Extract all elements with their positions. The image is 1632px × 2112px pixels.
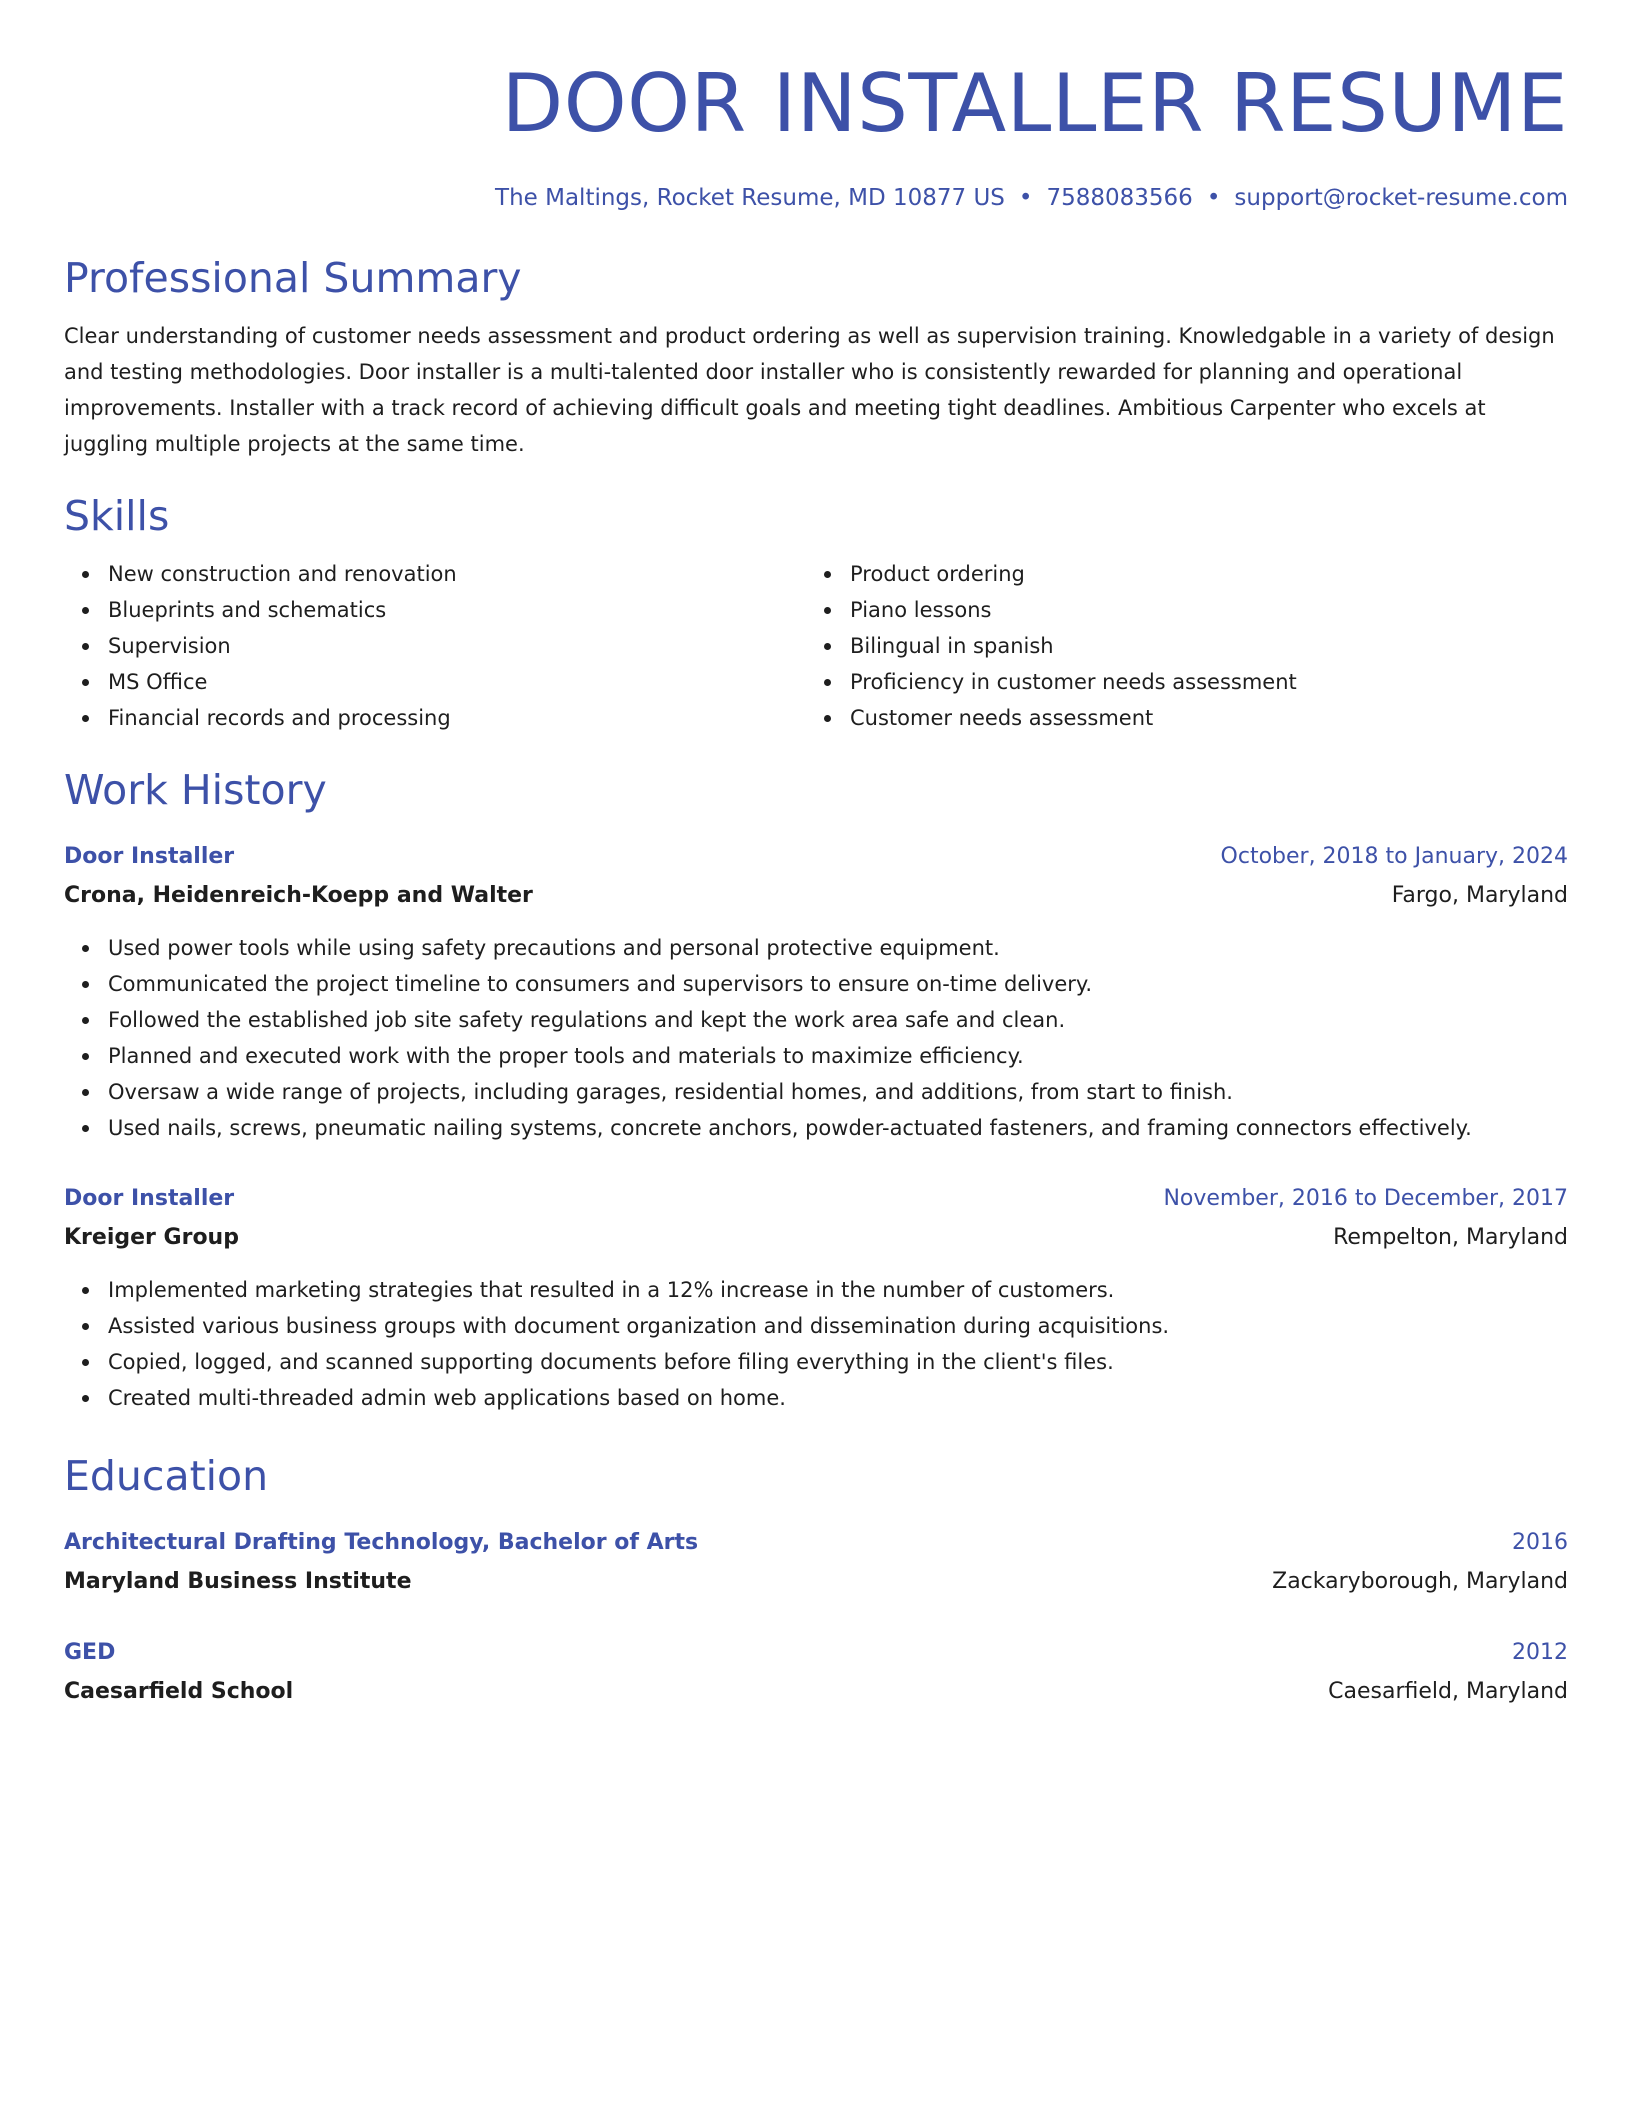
education-school: Maryland Business Institute (64, 1569, 412, 1594)
job-company: Crona, Heidenreich-Koepp and Walter (64, 883, 533, 908)
job-title-row (64, 838, 1568, 876)
contact-phone: 7588083566 (1046, 185, 1193, 211)
job-bullet: Used nails, screws, pneumatic nailing systems, concrete anchors, powder-actuated fasteners, and framing connectors effectively. (108, 1110, 1568, 1146)
skills-column-left (64, 556, 806, 736)
summary-text: Clear understanding of customer needs assessment and product ordering as well as supervision training. Knowledgable in a variety of design and testing methodologies. Door installer is a multi-talented door installer who is consistently rewarded for planning and operational improvements. Installer with a track record of achieving difficult goals and meeting tight deadlines. Ambitious Carpenter who excels at juggling multiple projects at the same time. (64, 324, 1555, 456)
resume-title: DOOR INSTALLER RESUME (501, 57, 1568, 150)
job-dates: November, 2016 to December, 2017 (1163, 1186, 1568, 1211)
job-company: Kreiger Group (64, 1225, 239, 1250)
summary-section (64, 252, 1568, 462)
contact-separator: • (1018, 185, 1033, 211)
education-school-row (64, 1562, 1568, 1602)
job-bullet: Planned and executed work with the proper tools and materials to maximize efficiency. (108, 1038, 1568, 1074)
job-role: Door Installer (64, 844, 235, 869)
skill-item: Proficiency in customer needs assessment (850, 664, 1548, 700)
job-title-row (64, 1180, 1568, 1218)
skills-column-right (806, 556, 1548, 736)
summary-heading: Professional Summary (64, 254, 522, 302)
skills-grid (64, 556, 1568, 736)
skill-item: Financial records and processing (108, 700, 806, 736)
skill-item: Product ordering (850, 556, 1548, 592)
job-bullet: Communicated the project timeline to consumers and supervisors to ensure on-time delivery. (108, 966, 1568, 1002)
job-bullet: Oversaw a wide range of projects, including garages, residential homes, and additions, from start to finish. (108, 1074, 1568, 1110)
contact-line (64, 182, 1568, 214)
job-bullet: Followed the established job site safety regulations and kept the work area safe and clean. (108, 1002, 1568, 1038)
job-bullet: Created multi-threaded admin web applications based on home. (108, 1380, 1568, 1416)
job-dates: October, 2018 to January, 2024 (1220, 844, 1568, 869)
contact-separator: • (1206, 185, 1221, 211)
job-entry (64, 1180, 1568, 1416)
education-entry (64, 1634, 1568, 1712)
skill-item: Customer needs assessment (850, 700, 1548, 736)
job-bullet: Implemented marketing strategies that resulted in a 12% increase in the number of customers. (108, 1272, 1568, 1308)
job-bullets (64, 930, 1568, 1146)
skills-heading: Skills (64, 492, 170, 540)
education-school: Caesarfield School (64, 1679, 294, 1704)
skill-item: Supervision (108, 628, 806, 664)
work-history-heading: Work History (64, 766, 327, 814)
job-location: Fargo, Maryland (1391, 883, 1568, 908)
skill-item: Blueprints and schematics (108, 592, 806, 628)
job-bullet: Copied, logged, and scanned supporting documents before filing everything in the client's files. (108, 1344, 1568, 1380)
resume-page (64, 56, 1568, 1712)
education-degree-row (64, 1524, 1568, 1562)
skill-item: Piano lessons (850, 592, 1548, 628)
job-bullet: Used power tools while using safety precautions and personal protective equipment. (108, 930, 1568, 966)
contact-email: support@rocket-resume.com (1234, 185, 1568, 211)
job-company-row (64, 876, 1568, 916)
skills-section (64, 490, 1568, 736)
education-year: 2012 (1512, 1640, 1568, 1665)
job-company-row (64, 1218, 1568, 1258)
skill-item: New construction and renovation (108, 556, 806, 592)
education-year: 2016 (1512, 1530, 1568, 1555)
education-heading: Education (64, 1452, 269, 1500)
job-bullet: Assisted various business groups with document organization and dissemination during acquisitions. (108, 1308, 1568, 1344)
job-location: Rempelton, Maryland (1333, 1225, 1568, 1250)
work-history-section (64, 764, 1568, 1416)
education-degree-row (64, 1634, 1568, 1672)
job-entry (64, 838, 1568, 1146)
education-location: Caesarfield, Maryland (1328, 1679, 1568, 1704)
education-section (64, 1450, 1568, 1712)
education-degree: GED (64, 1640, 116, 1665)
job-role: Door Installer (64, 1186, 235, 1211)
education-entry (64, 1524, 1568, 1602)
education-degree: Architectural Drafting Technology, Bachelor of Arts (64, 1530, 699, 1555)
skill-item: Bilingual in spanish (850, 628, 1548, 664)
skill-item: MS Office (108, 664, 806, 700)
education-school-row (64, 1672, 1568, 1712)
contact-address: The Maltings, Rocket Resume, MD 10877 US (495, 185, 1005, 211)
job-bullets (64, 1272, 1568, 1416)
education-location: Zackaryborough, Maryland (1272, 1569, 1568, 1594)
